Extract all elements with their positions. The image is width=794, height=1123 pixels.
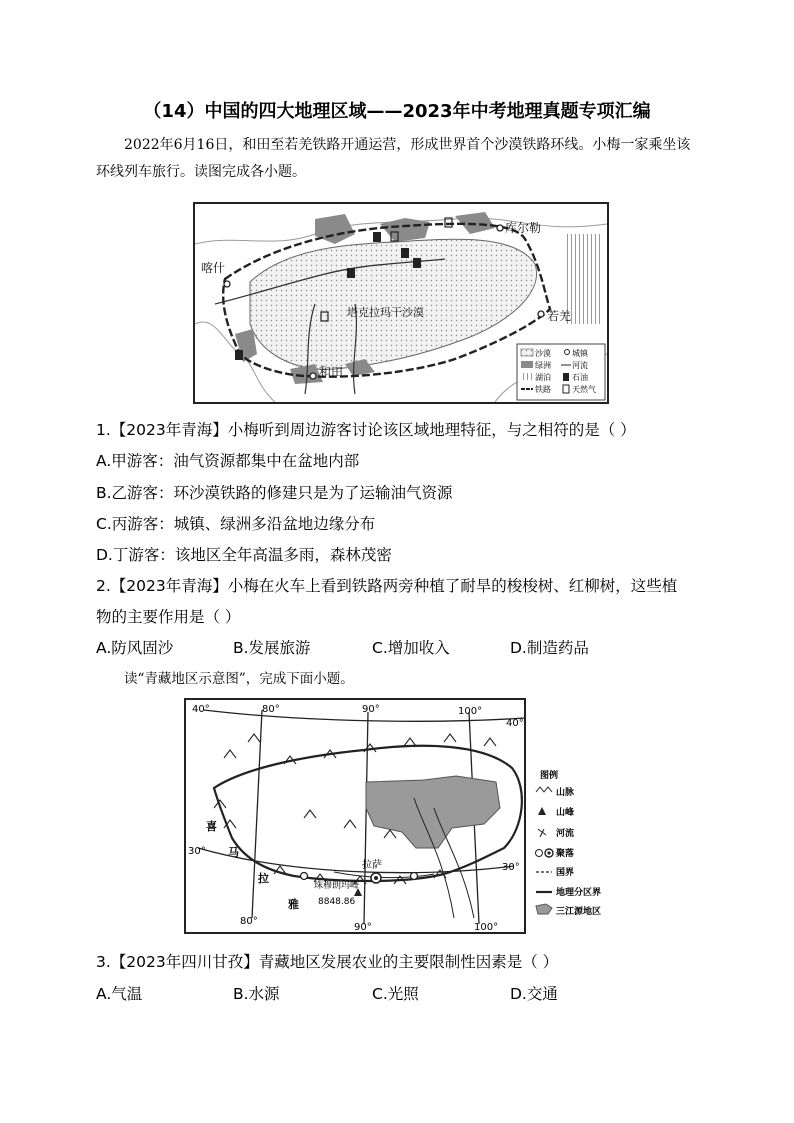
label-lat30-left: 30° [188,846,206,857]
label-hetian: 和田 [319,365,344,379]
svg-text:山脉: 山脉 [556,788,575,798]
qingzang-map [184,698,614,934]
label-lon90-top: 90° [362,704,380,715]
q1-option-b[interactable]: B.乙游客：环沙漠铁路的修建只是为了运输油气资源 [96,484,453,502]
page-title: （14）中国的四大地理区域——2023年中考地理真题专项汇编 [143,101,651,122]
desert-area [250,239,537,369]
svg-text:河流: 河流 [556,829,575,839]
svg-text:铁路: 铁路 [535,385,551,394]
label-lat30-right: 30° [502,862,520,873]
label-lat40-right: 40° [506,718,524,729]
tarim-railway-map [193,202,609,404]
map1-legend [517,344,605,400]
label-range-la: 拉 [258,872,269,885]
label-desert: 塔克拉玛干沙漠 [347,306,424,319]
svg-text:国界: 国界 [556,868,575,878]
label-range-ma: 马 [228,846,239,859]
label-ruoqiang: 若羌 [547,309,572,323]
q3-option-a[interactable]: A.气温 [96,985,143,1003]
svg-text:图例: 图例 [540,771,559,781]
q3-option-d[interactable]: D.交通 [510,985,558,1003]
map2-legend [536,769,602,917]
q1-option-d[interactable]: D.丁游客：该地区全年高温多雨，森林茂密 [96,546,392,564]
label-everest-height: 8848.86 [318,897,356,907]
svg-text:地理分区界: 地理分区界 [556,888,602,898]
svg-text:三江源地区: 三江源地区 [556,907,602,917]
q2-option-d[interactable]: D.制造药品 [510,639,589,657]
label-lon90-bottom: 90° [354,922,372,933]
svg-text:天然气: 天然气 [572,385,596,394]
svg-text:河流: 河流 [572,361,588,370]
q2-option-b[interactable]: B.发展旅游 [233,639,311,657]
label-kashi: 喀什 [201,261,226,275]
label-lhasa: 拉萨 [362,860,382,871]
svg-text:山峰: 山峰 [556,808,575,818]
svg-text:聚落: 聚落 [556,849,575,859]
svg-text:沙漠: 沙漠 [535,349,551,358]
q3-option-c[interactable]: C.光照 [372,985,419,1003]
q1-option-c[interactable]: C.丙游客：城镇、绿洲多沿盆地边缘分布 [96,515,376,533]
q2-stem-line1: 2.【2023年青海】小梅在火车上看到铁路两旁种植了耐旱的梭梭树、红柳树，这些植 [96,577,678,595]
q3-option-b[interactable]: B.水源 [233,985,280,1003]
label-lon100-top: 100° [458,706,483,717]
q1-stem: 1.【2023年青海】小梅听到周边游客讨论该区域地理特征，与之相符的是（ ） [96,421,636,439]
q3-stem: 3.【2023年四川甘孜】青藏地区发展农业的主要限制性因素是（ ） [96,953,559,971]
qingzang-map-graphic [184,698,614,934]
q1-option-a[interactable]: A.甲游客：油气资源都集中在盆地内部 [96,452,360,470]
svg-text:城镇: 城镇 [572,349,588,358]
tarim-map-graphic [195,204,607,402]
intro-paragraph: 2022年6月16日，和田至若羌铁路开通运营，形成世界首个沙漠铁路环线。小梅一家乘坐该环线列车旅行。读图完成各小题。 [96,137,691,180]
label-lat40-left: 40° [192,704,210,715]
label-range-ya: 雅 [288,898,299,911]
label-range-xi: 喜 [206,820,217,833]
svg-text:石油: 石油 [572,373,588,382]
svg-text:湖泊: 湖泊 [535,373,551,382]
q2-option-c[interactable]: C.增加收入 [372,639,450,657]
label-everest: 珠穆朗玛峰 [314,881,360,891]
intro2-paragraph: 读“青藏地区示意图”，完成下面小题。 [124,671,354,687]
label-lon80-top: 80° [262,704,280,715]
label-kuerle: 库尔勒 [505,221,542,235]
label-lon100-bottom: 100° [474,922,499,933]
label-lon80-bottom: 80° [240,916,258,927]
q2-option-a[interactable]: A.防风固沙 [96,639,174,657]
q2-stem-line2: 物的主要作用是（ ） [96,608,241,626]
svg-text:绿洲: 绿洲 [535,361,551,370]
